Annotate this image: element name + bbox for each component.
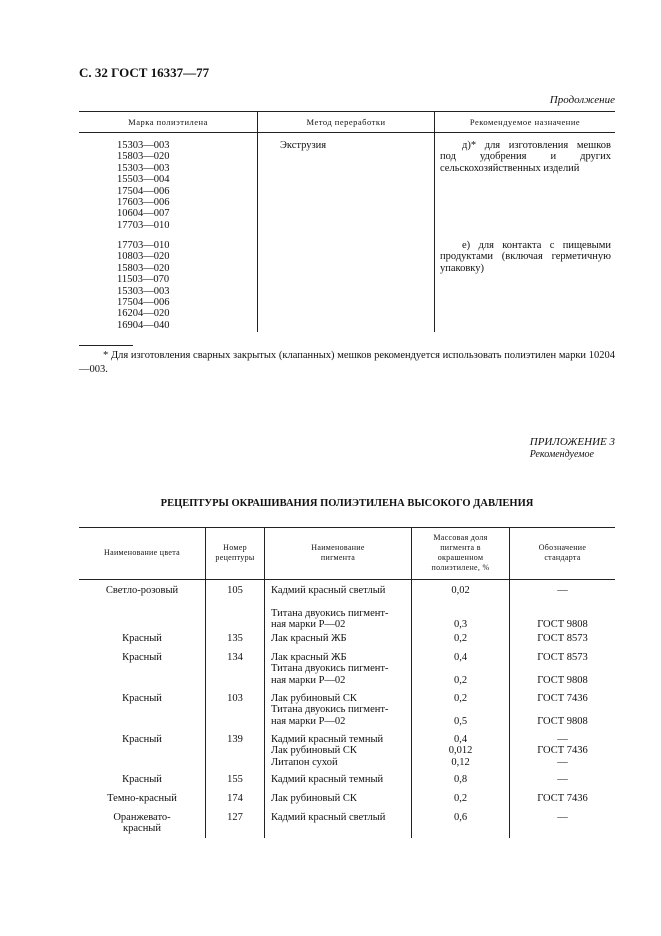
table2-pigment: Лак рубиновый СК Титана двуокись пигмент- ная марки Р—02 [271,693,389,727]
table2-number: 127 [227,812,243,823]
table2-color: Оранжевато- красный [113,812,171,835]
table2-standard: — ГОСТ 9808 [537,585,588,631]
table2-fraction: 0,6 [453,812,468,823]
page-header: С. 32 ГОСТ 16337—77 [79,65,210,80]
table2-number: 103 [227,693,243,704]
table2-standard: — [557,812,568,823]
table2-number: 105 [227,585,243,596]
appendix-title: ПРИЛОЖЕНИЕ 3 [529,436,615,448]
continuation-label: Продолжение [549,94,615,106]
table2-color: Красный [122,633,162,644]
table2-color: Красный [122,652,162,663]
table1-purpose-group2: е) для контакта с пищевыми продуктами (включая герметичную упаковку) [440,240,611,274]
table1-col-divider [434,111,435,332]
table2-pigment: Лак красный ЖБ [271,633,347,644]
footnote: * Для изготовления сварных закрытых (клапанных) мешков рекомендуется использовать полиэтилен марки 10204—003. [79,350,615,375]
table2-number: 139 [227,734,243,745]
table2-pigment: Лак рубиновый СК [271,793,357,804]
table2-number: 134 [227,652,243,663]
table2-color: Красный [122,774,162,785]
table2-header-pigment: Наименование пигмента [311,543,365,562]
table2-standard: ГОСТ 7436 ГОСТ 9808 [537,693,588,727]
table2-number: 135 [227,633,243,644]
table2-color: Красный [122,693,162,704]
table2-col-divider [264,527,265,838]
table2-standard: — [557,774,568,785]
table2-fraction: 0,2 [453,793,468,804]
table1-header-grade: Марка полиэтилена [128,117,208,127]
table2-standard: ГОСТ 8573 ГОСТ 9808 [537,652,588,686]
table2-color: Светло-розовый [105,585,179,596]
table2-number: 174 [227,793,243,804]
table2-standard: ГОСТ 8573 [537,633,588,644]
table1-purpose-group1: д)* для изготовления мешков под удобрения и других сельскохозяйственных изделий [440,140,611,174]
table2-fraction: 0,4 0,012 0,12 [448,734,473,768]
table2-header-fraction: Массовая доля пигмента в окрашенном полиэтилене, % [431,533,490,572]
table1-top-rule [79,111,615,112]
table2-title: РЕЦЕПТУРЫ ОКРАШИВАНИЯ ПОЛИЭТИЛЕНА ВЫСОКОГО ДАВЛЕНИЯ [160,498,534,509]
table2-fraction: 0,2 0,5 [453,693,468,727]
table1-grades-group1: 15303—003 15803—020 15303—003 15503—004 17504—006 17603—006 10604—007 17703—010 [117,140,170,231]
table1-method: Экструзия [280,140,327,151]
table2-color: Темно-красный [107,793,177,804]
table2-standard: ГОСТ 7436 [537,793,588,804]
table1-header-purpose: Рекомендуемое назначение [469,117,581,127]
table2-pigment: Кадмий красный темный [271,774,384,785]
appendix-subtitle: Рекомендуемое [529,449,594,460]
table2-col-divider [205,527,206,838]
table1-grades-group2: 17703—010 10803—020 15803—020 11503—070 15303—003 17504—006 16204—020 16904—040 [117,240,170,331]
table2-fraction: 0,8 [453,774,468,785]
table2-color: Красный [122,734,162,745]
table1-header-method: Метод переработки [306,117,386,127]
table2-header-standard: Обозначение стандарта [538,543,587,562]
footnote-rule [79,345,133,346]
table2-fraction: 0,2 [453,633,468,644]
table2-header-number: Номер рецептуры [215,543,255,562]
table2-pigment: Кадмий красный темный Лак рубиновый СК Литапон сухой [271,734,384,768]
table2-top-rule [79,527,615,528]
table2-header-rule [79,579,615,580]
table2-header-color: Наименование цвета [104,548,180,557]
table2-fraction: 0,4 0,2 [453,652,468,686]
table2-pigment: Лак красный ЖБ Титана двуокись пигмент- ная марки Р—02 [271,652,389,686]
table2-fraction: 0,02 0,3 [451,585,470,631]
table1-col-divider [257,111,258,332]
table2-number: 155 [227,774,243,785]
table1-header-rule [79,132,615,133]
table2-standard: — ГОСТ 7436 — [537,734,588,768]
table2-pigment: Кадмий красный светлый Титана двуокись пигмент- ная марки Р—02 [271,585,389,631]
table2-pigment: Кадмий красный светлый [271,812,386,823]
